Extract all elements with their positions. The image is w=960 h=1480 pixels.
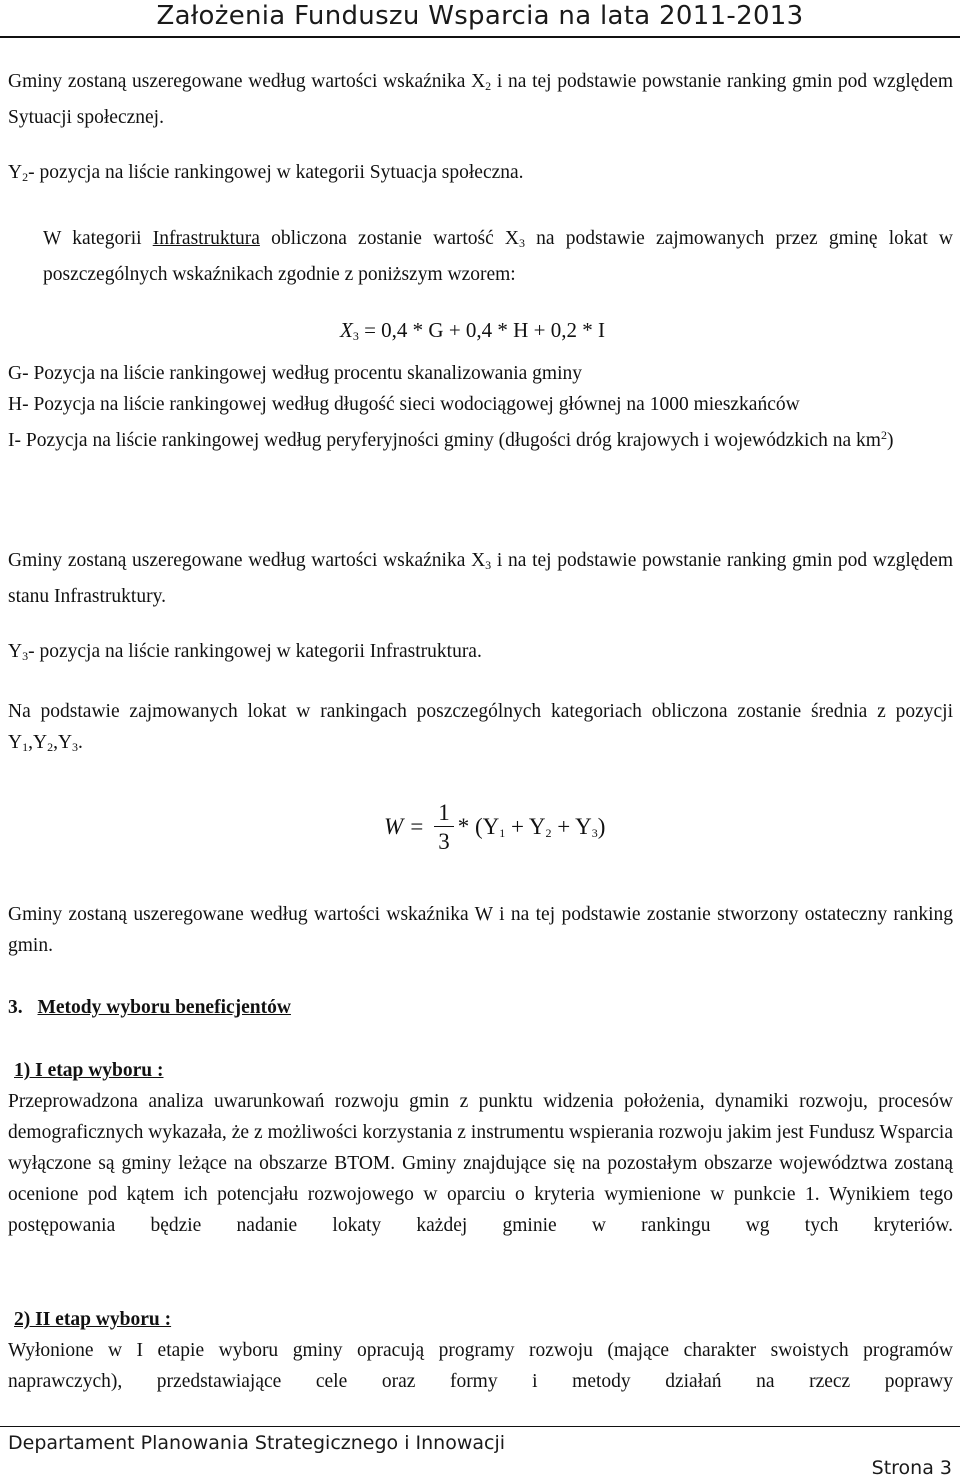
formula-w: W = $\frac{1}{3}$ * $(Y_1 + Y_2 + Y_3)$ xyxy=(384,800,605,857)
page-header-title: Założenia Funduszu Wsparcia na lata 2011-2013 xyxy=(156,1,804,31)
paragraph-infrastructure-intro: W kategorii Infrastruktura obliczona zostanie wartość $X_3$ na podstawie zajmowanych przez gminę lokat w poszczególnych wskaźnikach zgodnie z poniższym wzorem: xyxy=(43,228,953,285)
section-3-heading xyxy=(8,992,953,1023)
footer-department: Departament Planowania Strategicznego i Innowacji xyxy=(8,1432,506,1454)
paragraph-y2-definition: $Y_2-$ pozycja na liście rankingowej w kategorii Sytuacja społeczna. xyxy=(8,162,524,184)
formula-x3: $X_3 = 0,4 * G + 0,4 * H + 0,2 * I$ xyxy=(340,318,605,343)
stage-1-title: 1) I etap wyboru : xyxy=(14,1060,164,1081)
paragraph-w-ranking: Gminy zostaną uszeregowane według wartości wskaźnika W i na tej podstawie zostanie stworzony ostateczny ranking gmin. xyxy=(8,904,953,956)
footer-divider xyxy=(0,1426,960,1427)
stage-2-title: 2) II etap wyboru : xyxy=(14,1309,172,1330)
section-title: Metody wyboru beneficjentów xyxy=(37,997,291,1018)
paragraph-y3-definition: $Y_3-$ pozycja na liście rankingowej w kategorii Infrastruktura. xyxy=(8,641,482,663)
paragraph-x3-ranking: Gminy zostaną uszeregowane według wartości wskaźnika $X_3$ i na tej podstawie powstanie ranking gmin pod względem stanu Infrastruktury. xyxy=(8,550,953,607)
stage-1-heading xyxy=(8,1055,953,1086)
text-block-stage-2 xyxy=(8,1335,953,1397)
section-number: 3. xyxy=(8,997,23,1018)
definition-i: I- Pozycja na liście rankingowej według peryferyjności gminy (długości dróg krajowych i wojewódzkich na $km^2$) xyxy=(8,428,894,451)
text-block-middle xyxy=(8,545,953,763)
paragraph-x2-ranking: Gminy zostaną uszeregowane według wartości wskaźnika $X_2$ i na tej podstawie powstanie ranking gmin pod względem Sytuacji społecznej. xyxy=(8,71,953,128)
definition-h: H- Pozycja na liście rankingowej według długość sieci wodociągowej głównej na 1000 mieszkańców xyxy=(8,394,800,415)
paragraph-stage-1: Przeprowadzona analiza uwarunkowań rozwoju gmin z punktu widzenia położenia, dynamiki rozwoju, procesów demograficznych wykazała, że z możliwości korzystania z instrumentu wspierania rozwoju jakim jest Fundusz Wsparcia wyłączone są gminy leżące na obszarze BTOM. Gminy znajdujące się na pozostałym obszarze województwa zostaną ocenione pod kątem ich potencjału rozwojowego w oparciu o kryteria wymienione w punkcie 1. Wynikiem tego postępowania będzie nadanie lokaty każdej gminie w rankingu wg tych kryteriów. xyxy=(8,1091,953,1236)
text-block-top xyxy=(8,66,953,193)
definition-g: G- Pozycja na liście rankingowej według procentu skanalizowania gminy xyxy=(8,363,582,384)
text-block-final-ranking xyxy=(8,899,953,961)
header-divider xyxy=(0,36,960,38)
stage-2-heading xyxy=(8,1304,953,1335)
page-number: Strona 3 xyxy=(871,1457,952,1479)
paragraph-average: Na podstawie zajmowanych lokat w rankingach poszczególnych kategoriach obliczona zostanie średnia z pozycji $Y_1,Y_2,Y_3$. xyxy=(8,701,953,754)
text-block-infrastructure xyxy=(8,223,953,290)
formula-fraction: $\frac{1}{3}$ xyxy=(434,800,454,857)
definitions-list xyxy=(8,358,953,456)
paragraph-stage-2: Wyłonione w I etapie wyboru gminy opracują programy rozwoju (mające charakter swoistych programów naprawczych), przedstawiające cele oraz formy i metody działań na rzecz poprawy xyxy=(8,1340,953,1392)
text-block-stage-1 xyxy=(8,1086,953,1241)
